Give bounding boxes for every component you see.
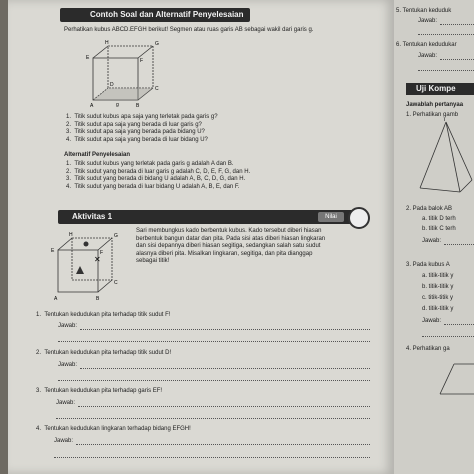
right-q5: 5. Tentukan keduduk <box>396 8 452 14</box>
right-sub: Jawablah pertanyaa <box>406 102 464 108</box>
gift-cube-diagram <box>50 228 122 306</box>
intro-text: Perhatikan kubus ABCD.EFGH berikut! Segmen atau ruas garis AB sebagai wakil dari garis g. <box>64 27 314 33</box>
right-q6-jawab: Jawab: <box>418 53 438 59</box>
cube-label-h: H <box>105 40 109 46</box>
right-diagram-partial <box>434 358 474 398</box>
gift-label-g: G <box>114 233 118 239</box>
answer-line[interactable] <box>444 244 474 245</box>
right-page <box>394 0 474 474</box>
task-item: 4. Tentukan kedudukan lingkaran terhadap bidang EFGH! <box>36 426 191 432</box>
answer-line[interactable] <box>78 406 370 407</box>
activity-line: alasnya diberi pita. Misalkan lingkaran, segitiga, dan pita dianggap <box>136 250 313 257</box>
question-item: 2. Titik sudut apa saja yang berada di luar garis g? <box>66 121 202 128</box>
answer-line[interactable] <box>440 59 474 60</box>
gift-label-c: C <box>114 280 118 286</box>
cube-label-line-g: g <box>116 102 119 108</box>
right-r3: 3. Pada kubus A <box>406 262 450 268</box>
answer-item: 1. Titik sudut kubus yang terletak pada garis g adalah A dan B. <box>66 161 234 167</box>
example-banner-title: Contoh Soal dan Alternatif Penyelesaian <box>90 10 244 19</box>
right-r2a: a. titik D terh <box>422 216 456 222</box>
right-r3a: a. titik-titik y <box>422 273 454 279</box>
activity-banner <box>58 210 358 224</box>
gift-label-a: A <box>54 296 58 302</box>
left-page <box>8 0 394 474</box>
activity-line: sebagai titik! <box>136 258 170 265</box>
cube-label-e: E <box>86 55 90 61</box>
right-r3c: c. titik-titik y <box>422 295 453 301</box>
question-item: 1. Titik sudut kubus apa saja yang terletak pada garis g? <box>66 114 218 120</box>
example-banner <box>60 8 250 22</box>
question-item: 3. Titik sudut apa saja yang berada pada bidang U? <box>66 129 205 135</box>
cube-label-a: A <box>90 103 94 109</box>
pyramid-label-t: T <box>443 118 447 123</box>
answer-label: Jawab: <box>58 323 78 329</box>
pyramid-diagram <box>416 118 474 198</box>
cube-diagram <box>78 40 178 110</box>
cube-label-c: C <box>155 86 159 92</box>
score-circle <box>348 207 370 229</box>
cube-label-f: F <box>140 58 144 64</box>
gift-label-b: B <box>96 296 100 302</box>
right-r3-jawab: Jawab: <box>422 318 442 324</box>
gift-label-h: H <box>69 232 73 238</box>
activity-title: Aktivitas 1 <box>72 212 113 221</box>
answer-line[interactable] <box>58 380 370 381</box>
cube-label-b: B <box>136 103 140 109</box>
question-item: 4. Titik sudut apa saja yang berada di luar bidang U? <box>66 136 208 143</box>
example-questions <box>66 114 218 144</box>
right-q6: 6. Tentukan kedudukar <box>396 42 457 48</box>
answer-item: 4. Titik sudut yang berada di luar bidang U adalah A, B, E, dan F. <box>66 183 240 190</box>
gift-label-f: F <box>100 250 104 256</box>
uji-banner <box>406 83 474 95</box>
answer-line[interactable] <box>58 341 370 342</box>
right-r1: 1. Perhatikan gamb <box>406 112 459 118</box>
answer-line[interactable] <box>418 34 474 35</box>
answer-line[interactable] <box>80 368 370 369</box>
cube-label-d: D <box>110 82 114 88</box>
right-r2b: b. titik C terh <box>422 226 456 232</box>
activity-text <box>136 228 325 266</box>
task-item: 1. Tentukan kedudukan pita terhadap titik sudut F! <box>36 312 171 318</box>
answer-line[interactable] <box>80 329 370 330</box>
cube-label-g: G <box>155 41 159 47</box>
answer-line[interactable] <box>444 324 474 325</box>
right-r2: 2. Pada balok AB <box>406 206 453 212</box>
answer-line[interactable] <box>422 336 474 337</box>
task-item: 3. Tentukan kedudukan pita terhadap garis EF! <box>36 388 163 394</box>
answer-label: Jawab: <box>54 438 74 444</box>
activity-line: Sari membungkus kado berbentuk kubus. Kado tersebut diberi hiasan <box>136 228 322 234</box>
triangle-decoration-icon <box>76 266 84 274</box>
answer-label: Jawab: <box>56 400 76 406</box>
right-q5-jawab: Jawab: <box>418 18 438 24</box>
answer-line[interactable] <box>56 418 370 419</box>
right-r2-jawab: Jawab: <box>422 238 442 244</box>
answer-item: 3. Titik sudut yang berada di bidang U adalah A, B, C, D, G, dan H. <box>66 176 246 182</box>
answer-item: 2. Titik sudut yang berada di luar garis g adalah C, D, E, F, G, dan H. <box>66 168 251 175</box>
answer-line[interactable] <box>54 457 370 458</box>
ribbon-icon: ✕ <box>94 255 101 264</box>
alt-title: Alternatif Penyelesaian <box>64 152 131 158</box>
uji-banner-title: Uji Kompe <box>416 84 456 93</box>
example-answers <box>66 161 250 191</box>
answer-line[interactable] <box>76 444 370 445</box>
answer-line[interactable] <box>440 24 474 25</box>
answer-line[interactable] <box>418 70 474 71</box>
activity-line: dan sisi depannya diberi hiasan segitiga, sedangkan salah satu sudut <box>136 243 321 250</box>
right-r3b: b. titik-titik y <box>422 284 454 290</box>
nilai-badge: Nilai <box>318 212 344 222</box>
answer-label: Jawab: <box>58 362 78 368</box>
activity-line: berbentuk bangun datar dan pita. Pada sisi atas diberi hiasan lingkaran <box>136 235 326 242</box>
circle-decoration-icon <box>84 242 89 247</box>
right-r4: 4. Perhatikan ga <box>406 346 450 352</box>
task-item: 2. Tentukan kedudukan pita terhadap titik sudut D! <box>36 350 172 356</box>
right-r3d: d. titik-titik y <box>422 306 454 312</box>
gift-label-e: E <box>51 248 55 254</box>
